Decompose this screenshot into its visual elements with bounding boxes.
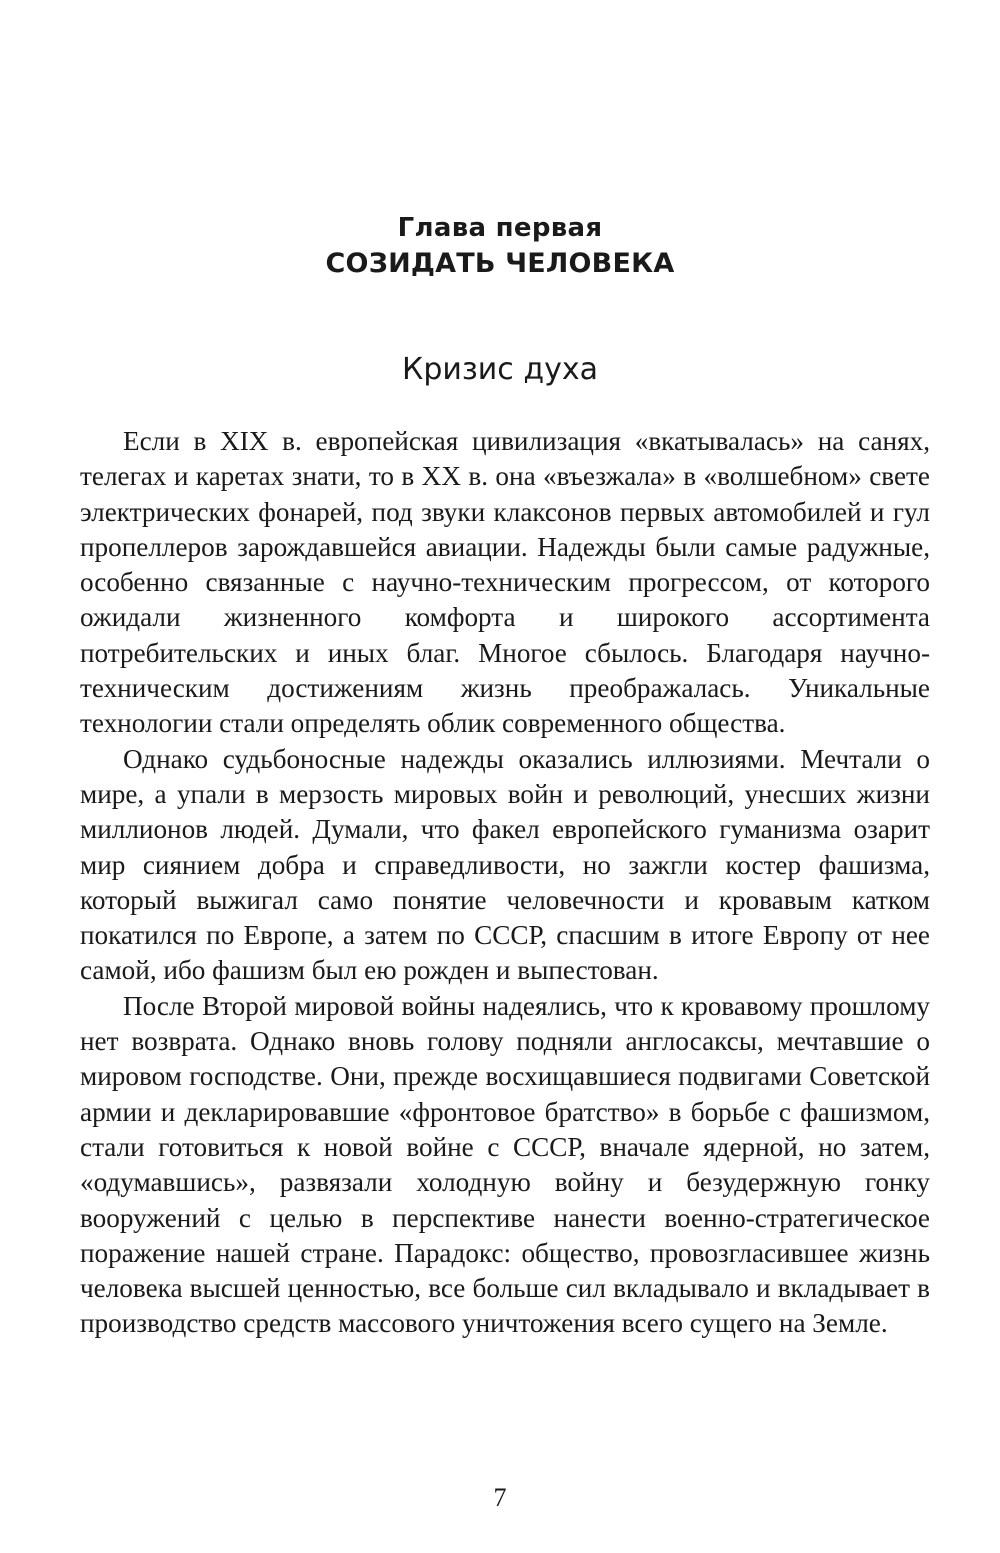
paragraph: Если в XIX в. европейская цивилизация «вкатывалась» на санях, телегах и каретах знати, то в XX в. она «въезжала» в «волшебном» свете электрических фонарей, под звуки клаксонов первых автомобилей и гул пропеллеров зарождавшейся авиации. Надежды были самые радужные, особенно связанные с научно-техническим прогрессом, от которого ожидали жизненного комфорта и широкого ассортимента потребительских и иных благ. Многое сбылось. Благодаря научно-техническим достижениям жизнь преображалась. Уникальные технологии стали определять облик современного общества. bbox=[80, 426, 930, 739]
section-title: Кризис духа bbox=[402, 352, 598, 387]
chapter-title: СОЗИДАТЬ ЧЕЛОВЕКА bbox=[325, 248, 675, 279]
paragraph: После Второй мировой войны надеялись, что к кровавому прошлому нет возврата. Однако вновь голову подняли англосаксы, мечтавшие о мировом господстве. Они, прежде восхищавшиеся подвигами Советской армии и декларировавшие «фронтовое братство» в борьбе с фашизмом, стали готовиться к новой войне с СССР, вначале ядерной, но затем, «одумавшись», развязали холодную войну и безудержную гонку вооружений с целью в перспективе нанести военно-стратегическое поражение нашей стране. Парадокс: общество, провозгласившее жизнь человека высшей ценностью, все больше сил вкладывало и вкладывает в производство средств массового уничтожения всего сущего на Земле. bbox=[80, 990, 930, 1339]
body-text bbox=[80, 424, 930, 1342]
page-number: 7 bbox=[493, 1483, 507, 1512]
chapter-number: Глава первая bbox=[397, 213, 603, 243]
paragraph: Однако судьбоносные надежды оказались иллюзиями. Мечтали о мире, а упали в мерзость мировых войн и революций, унесших жизни миллионов людей. Думали, что факел европейского гуманизма озарит мир сиянием добра и справедливости, но зажгли костер фашизма, который выжигал само понятие человечности и кровавым катком покатился по Европе, а затем по СССР, спасшим в итоге Европу от нее самой, ибо фашизм был ею рожден и выпестован. bbox=[80, 743, 930, 986]
